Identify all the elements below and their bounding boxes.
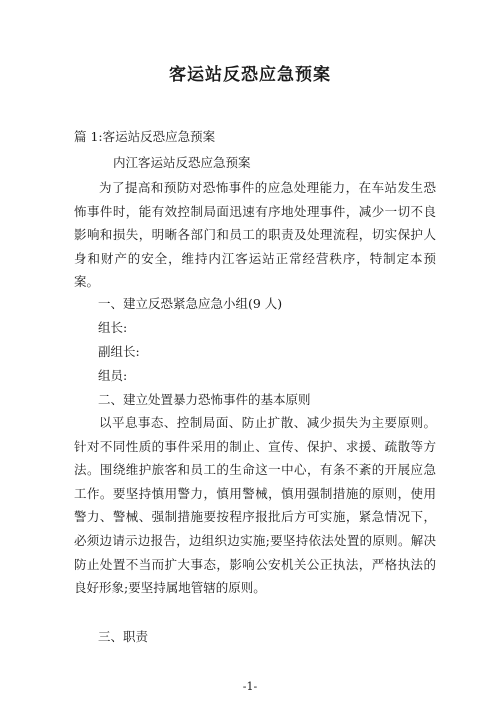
section-heading-1: 一、建立反恐紧急应急小组(9 人) [98, 296, 283, 311]
deputy-leader-label: 副组长: [98, 344, 140, 359]
intro-paragraph: 为了提高和预防对恐怖事件的应急处理能力，在车站发生恐怖事件时，能有效控制局面迅速有序地处理事件，减少一切不良影响和损失，明晰各部门和员工的职责及处理流程，切实保护人身和财产的安全，维持内江客运站正常经营秩序，特制定本预案。 [74, 180, 436, 290]
section-heading-3: 三、职责 [98, 629, 149, 644]
section-heading-2: 二、建立处置暴力恐怖事件的基本原则 [98, 392, 311, 407]
document-subtitle: 内江客运站反恐应急预案 [113, 155, 251, 170]
member-label: 组员: [98, 368, 128, 383]
page-number: -1- [242, 680, 258, 693]
chapter-heading: 篇 1:客运站反恐应急预案 [74, 129, 216, 144]
document-title: 客运站反恐应急预案 [169, 65, 331, 85]
leader-label: 组长: [98, 320, 128, 335]
principles-paragraph: 以平息事态、控制局面、防止扩散、减少损失为主要原则。针对不同性质的事件采用的制止、宣传、保护、求援、疏散等方法。围绕维护旅客和员工的生命这一中心，有条不紊的开展应急工作。要坚持慎用警力，慎用警械，慎用强制措施的原则，使用警力、警械、强制措施要按程序报批后方可实施，紧急情况下，必须边请示边报告，边组织边实施;要坚持依法处置的原则。解决防止处置不当而扩大事态，影响公安机关公正执法，严格执法的良好形象;要坚持属地管辖的原则。 [74, 415, 436, 596]
